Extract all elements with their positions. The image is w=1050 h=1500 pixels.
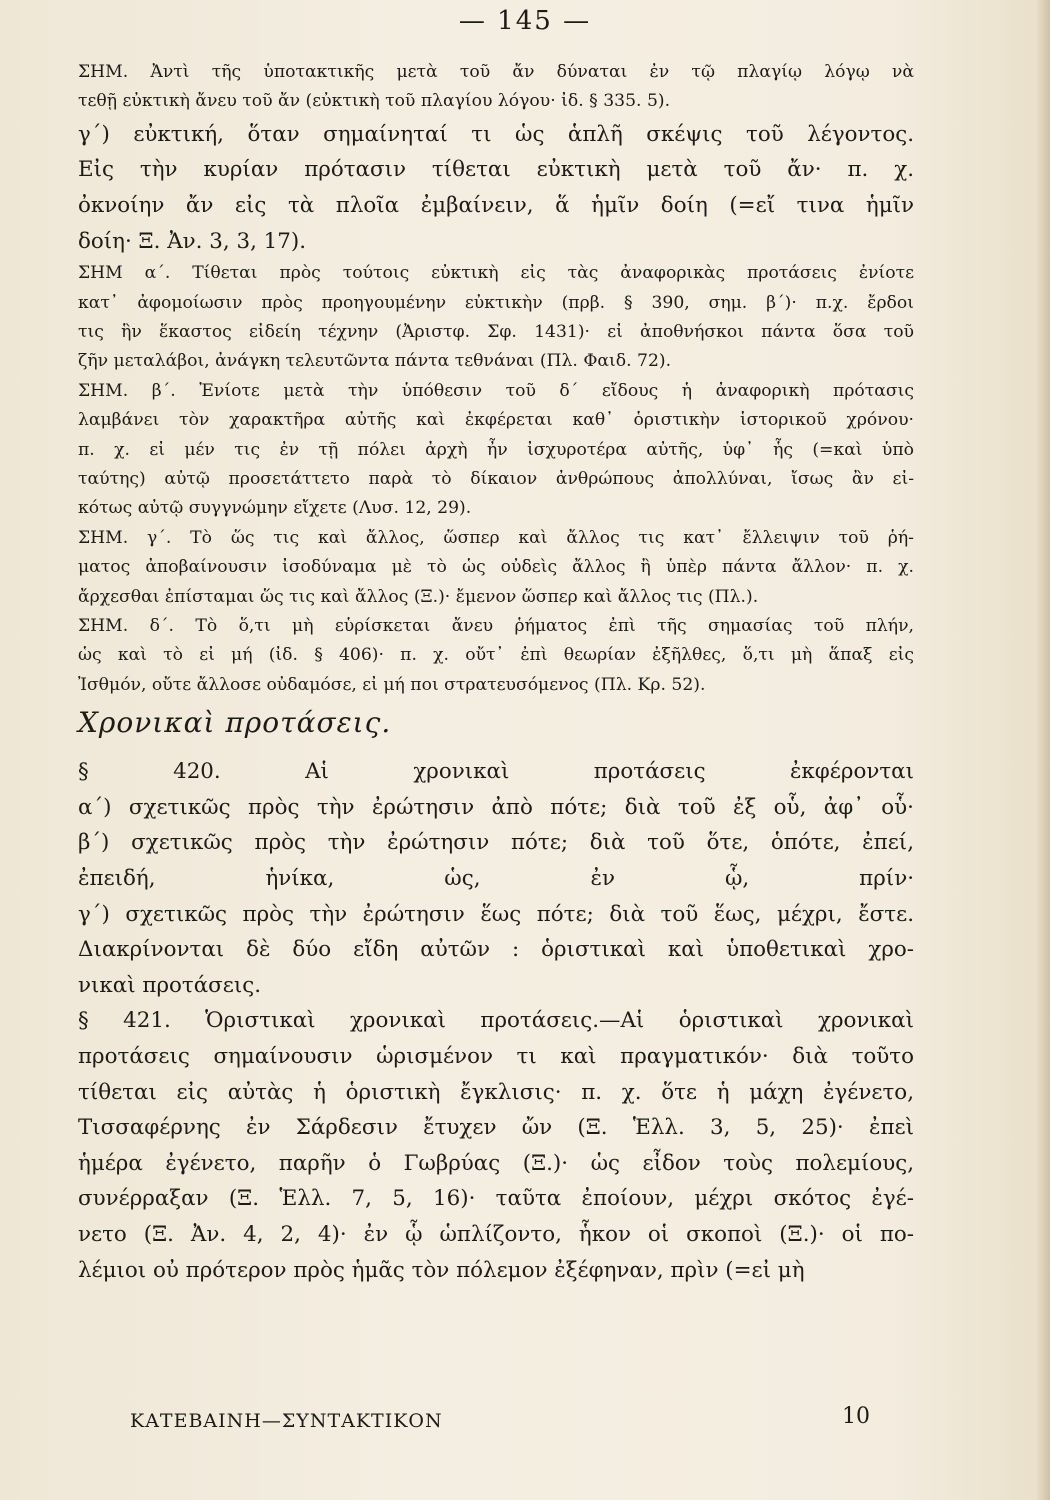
text-line: συνέρραξαν (Ξ. Ἑλλ. 7, 5, 16)· ταῦτα ἐποίουν, μέχρι σκότος ἐγέ-	[78, 1186, 914, 1212]
text-line: ταύτης) αὐτῷ προσετάττετο παρὰ τὸ δίκαιον ἀνθρώπους ἀπολλύναι, ἴσως ἂν εἰ-	[78, 469, 914, 490]
signature-mark: 10	[842, 1404, 870, 1429]
text-line: γ΄) εὐκτική, ὅταν σημαίνηταί τι ὡς ἁπλῆ σκέψις τοῦ λέγοντος.	[78, 121, 914, 147]
running-title: ΚΑΤΕΒΑΙΝΗ—ΣΥΝΤΑΚΤΙΚΟΝ	[130, 1410, 443, 1432]
text-line: β΄) σχετικῶς πρὸς τὴν ἐρώτησιν πότε; διὰ τοῦ ὅτε, ὁπότε, ἐπεί,	[78, 830, 914, 856]
page-footer	[130, 1404, 870, 1444]
text-line: π. χ. εἰ μέν τις ἐν τῇ πόλει ἀρχὴ ἦν ἰσχυροτέρα αὐτῆς, ὑφ᾽ ἧς (=καὶ ὑπὸ	[78, 439, 914, 460]
text-line: § 421. Ὁριστικαὶ χρονικαὶ προτάσεις.—Αἱ ὁριστικαὶ χρονικαὶ	[78, 1008, 914, 1034]
text-line: Τισσαφέρνης ἐν Σάρδεσιν ἔτυχεν ὤν (Ξ. Ἑλλ. 3, 5, 25)· ἐπεὶ	[78, 1115, 914, 1141]
text-block	[78, 754, 914, 1003]
text-line: λαμβάνει τὸν χαρακτῆρα αὐτῆς καὶ ἐκφέρεται καθ᾽ ὁριστικὴν ἱστορικοῦ χρόνου·	[78, 410, 914, 431]
text-line: ἄρχεσθαι ἐπίσταμαι ὥς τις καὶ ἄλλος (Ξ.)· ἔμενον ὥσπερ καὶ ἄλλος τις (Πλ.).	[78, 586, 759, 607]
text-line: α΄) σχετικῶς πρὸς τὴν ἐρώτησιν ἀπὸ πότε; διὰ τοῦ ἐξ οὗ, ἀφ᾽ οὗ·	[78, 794, 914, 820]
text-line: ζῆν μεταλάβοι, ἀνάγκη τελευτῶντα πάντα τεθνάναι (Πλ. Φαιδ. 72).	[78, 351, 672, 372]
text-block	[78, 524, 914, 612]
text-line: δοίη· Ξ. Ἀν. 3, 3, 17).	[78, 228, 307, 254]
text-line: κότως αὐτῷ συγγνώμην εἴχετε (Λυσ. 12, 29).	[78, 498, 472, 519]
text-line: ματος ἀποβαίνουσιν ἰσοδύναμα μὲ τὸ ὡς οὐδεὶς ἄλλος ἢ ὑπὲρ πάντα ἄλλον· π. χ.	[78, 557, 914, 578]
text-line: νικαὶ προτάσεις.	[78, 972, 262, 998]
text-line: ἐπειδή, ἡνίκα, ὡς, ἐν ᾧ, πρίν·	[78, 866, 914, 892]
text-line: ΣΗΜ α΄. Τίθεται πρὸς τούτοις εὐκτικὴ εἰς τὰς ἀναφορικὰς προτάσεις ἐνίοτε	[78, 263, 914, 284]
text-block	[78, 117, 914, 259]
page-edge-shadow	[1036, 0, 1050, 1500]
text-line: Διακρίνονται δὲ δύο εἴδη αὐτῶν : ὁριστικαὶ καὶ ὑποθετικαὶ χρο-	[78, 937, 914, 963]
text-line: τις ἣν ἕκαστος εἰδείη τέχνην (Ἀριστφ. Σφ. 1431)· εἰ ἀποθνήσκοι πάντα ὅσα τοῦ	[78, 322, 914, 342]
text-block	[78, 612, 914, 700]
text-line: ΣΗΜ. δ΄. Τὸ ὅ,τι μὴ εὑρίσκεται ἄνευ ῥήματος ἐπὶ τῆς σημασίας τοῦ πλήν,	[78, 616, 914, 637]
text-line: Εἰς τὴν κυρίαν πρότασιν τίθεται εὐκτικὴ μετὰ τοῦ ἄν· π. χ.	[78, 157, 914, 183]
heading-line: Χρονικαὶ προτάσεις.	[78, 706, 392, 740]
text-block	[78, 259, 914, 377]
text-line: ΣΗΜ. Ἀντὶ τῆς ὑποτακτικῆς μετὰ τοῦ ἄν δύναται ἐν τῷ πλαγίῳ λόγῳ νὰ	[78, 62, 914, 82]
text-line: γ΄) σχετικῶς πρὸς τὴν ἐρώτησιν ἕως πότε; διὰ τοῦ ἕως, μέχρι, ἔστε.	[78, 901, 914, 927]
text-line: § 420. Αἱ χρονικαὶ προτάσεις ἐκφέρονται	[78, 759, 914, 785]
text-line: τεθῇ εὐκτικὴ ἄνευ τοῦ ἄν (εὐκτικὴ τοῦ πλαγίου λόγου· ἰδ. § 335. 5).	[78, 91, 671, 112]
text-line: νετο (Ξ. Ἀν. 4, 2, 4)· ἐν ᾧ ὡπλίζοντο, ἧκον οἱ σκοποὶ (Ξ.)· οἱ πο-	[78, 1222, 914, 1247]
text-line: ΣΗΜ. β΄. Ἐνίοτε μετὰ τὴν ὑπόθεσιν τοῦ δ΄ εἴδους ἡ ἀναφορικὴ πρότασις	[78, 380, 914, 401]
text-line: λέμιοι οὐ πρότερον πρὸς ἡμᾶς τὸν πόλεμον ἐξέφηναν, πρὶν (=εἰ μὴ	[78, 1257, 805, 1283]
text-block	[78, 377, 914, 524]
text-block	[78, 1003, 914, 1288]
text-line: προτάσεις σημαίνουσιν ὡρισμένον τι καὶ πραγματικόν· διὰ τοῦτο	[78, 1044, 914, 1070]
text-line: ὀκνοίην ἄν εἰς τὰ πλοῖα ἐμβαίνειν, ἅ ἡμῖν δοίη (=εἴ τινα ἡμῖν	[78, 193, 914, 218]
text-line: Ἰσθμόν, οὔτε ἄλλοσε οὐδαμόσε, εἰ μή ποι στρατευσόμενος (Πλ. Κρ. 52).	[78, 674, 706, 695]
text-line: ὡς καὶ τὸ εἰ μή (ἰδ. § 406)· π. χ. οὔτ᾽ ἐπὶ θεωρίαν ἐξῆλθες, ὅ,τι μὴ ἅπαξ εἰς	[78, 645, 914, 666]
text-block	[78, 58, 914, 117]
page-number: — 145 —	[458, 6, 592, 36]
text-line: ἡμέρα ἐγένετο, παρῆν ὁ Γωβρύας (Ξ.)· ὡς εἶδον τοὺς πολεμίους,	[78, 1150, 914, 1176]
text-line: ΣΗΜ. γ΄. Τὸ ὥς τις καὶ ἄλλος, ὥσπερ καὶ ἄλλος τις κατ᾽ ἔλλειψιν τοῦ ῥή-	[78, 527, 914, 548]
page-text	[78, 58, 914, 1288]
text-line: κατ᾽ ἀφομοίωσιν πρὸς προηγουμένην εὐκτικὴν (πρβ. § 390, σημ. β΄)· π.χ. ἔρδοι	[78, 292, 914, 313]
section-heading	[78, 706, 914, 740]
text-line: τίθεται εἰς αὐτὰς ἡ ὁριστικὴ ἔγκλισις· π. χ. ὅτε ἡ μάχη ἐγένετο,	[78, 1079, 914, 1105]
